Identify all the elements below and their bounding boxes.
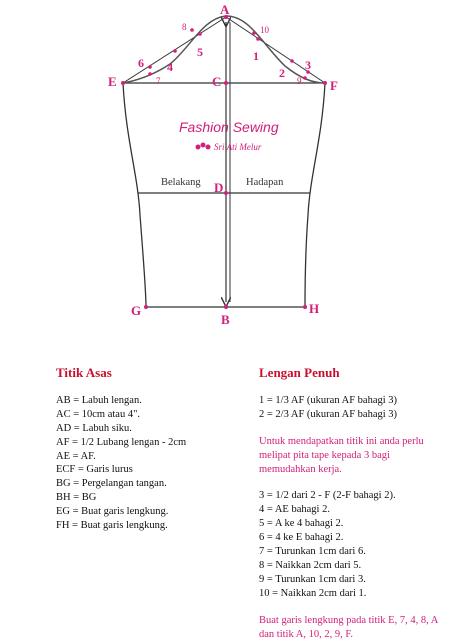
- dot-9: [303, 76, 307, 80]
- note-fold-tape: Untuk mendapatkan titik ini anda perlu melipat pita tape kepada 3 bagi memudahkan kerja.: [259, 435, 424, 475]
- num-2-label: 2: [279, 66, 285, 80]
- line-af: [226, 17, 325, 83]
- dot-7: [148, 72, 152, 76]
- dot-b: [224, 305, 228, 309]
- dot-6: [148, 65, 152, 69]
- num-7-label: 7: [156, 76, 161, 86]
- dot-4: [173, 49, 177, 53]
- dot-g: [144, 305, 148, 309]
- seam-fh: [305, 83, 325, 307]
- dot-f: [323, 81, 327, 85]
- num-9-label: 9: [297, 76, 302, 86]
- note-draw-curve: Buat garis lengkung pada titik E, 7, 4, 8, A dan titik A, 10, 2, 9, F.: [259, 614, 438, 640]
- basic-point-line: FH = Buat garis lengkung.: [56, 520, 168, 532]
- point-e-label: E: [108, 74, 117, 89]
- basic-point-line: AD = Labuh siku.: [56, 422, 132, 434]
- point-c-label: C: [212, 74, 222, 89]
- dot-10: [252, 31, 256, 35]
- point-a-label: A: [220, 2, 230, 17]
- dot-2: [290, 59, 294, 63]
- full-sleeve-line: 5 = A ke 4 bahagi 2.: [259, 518, 344, 530]
- back-label: Belakang: [161, 177, 201, 188]
- basic-point-line: BG = Pergelangan tangan.: [56, 478, 167, 490]
- basic-point-line: ECF = Garis lurus: [56, 464, 133, 476]
- full-sleeve-section: [259, 366, 449, 642]
- point-g-label: G: [131, 303, 142, 318]
- num-4-label: 4: [167, 60, 173, 74]
- points-dots: [121, 15, 327, 309]
- full-sleeve-line: 10 = Naikkan 2cm dari 1.: [259, 587, 367, 599]
- full-sleeve-line: 1 = 1/3 AF (ukuran AF bahagi 3): [259, 394, 398, 406]
- basic-point-line: AE = AF.: [56, 450, 96, 462]
- point-b-label: B: [221, 312, 230, 327]
- point-d-label: D: [214, 180, 224, 195]
- basic-point-line: EG = Buat garis lengkung.: [56, 506, 169, 518]
- full-sleeve-line: 6 = 4 ke E bahagi 2.: [259, 532, 344, 544]
- basic-point-line: AB = Labuh lengan.: [56, 394, 142, 406]
- basic-point-line: BH = BG: [56, 492, 97, 504]
- dot-h: [303, 305, 307, 309]
- full-sleeve-line: 9 = Turunkan 1cm dari 3.: [259, 573, 366, 585]
- full-sleeve-line: 2 = 2/3 AF (ukuran AF bahagi 3): [259, 408, 398, 420]
- dot-5: [198, 32, 202, 36]
- num-5-label: 5: [197, 45, 203, 59]
- full-sleeve-line: 7 = Turunkan 1cm dari 6.: [259, 546, 366, 558]
- dot-8: [190, 28, 194, 32]
- full-sleeve-title: Lengan Penuh: [259, 365, 340, 380]
- logo-decoration: [196, 143, 211, 150]
- dot-e: [121, 81, 125, 85]
- basic-point-line: AC = 10cm atau 4".: [56, 408, 140, 420]
- num-1-label: 1: [253, 49, 259, 63]
- point-h-label: H: [309, 301, 320, 316]
- full-sleeve-line: 8 = Naikkan 2cm dari 5.: [259, 559, 362, 571]
- num-8-label: 8: [182, 22, 187, 32]
- num-3-label: 3: [305, 58, 311, 72]
- dot-c: [224, 81, 228, 85]
- basic-points-section: [56, 366, 246, 533]
- full-sleeve-line: 3 = 1/2 dari 2 - F (2-F bahagi 2).: [259, 490, 396, 502]
- basic-point-line: AF = 1/2 Lubang lengan - 2cm: [56, 436, 187, 448]
- logo-title: Fashion Sewing: [179, 119, 279, 135]
- seam-eg: [123, 83, 146, 307]
- logo-signature: Sri Ati Melur: [214, 142, 262, 152]
- basic-points-list: [56, 394, 246, 533]
- num-10-label: 10: [260, 25, 269, 35]
- sleeve-cap-curve: [123, 16, 325, 83]
- front-label: Hadapan: [246, 177, 284, 188]
- dot-1: [256, 37, 260, 41]
- basic-points-title: Titik Asas: [56, 365, 112, 380]
- full-sleeve-line: 4 = AE bahagi 2.: [259, 504, 330, 516]
- num-6-label: 6: [138, 56, 144, 70]
- point-f-label: F: [330, 78, 338, 93]
- dot-d: [224, 191, 228, 195]
